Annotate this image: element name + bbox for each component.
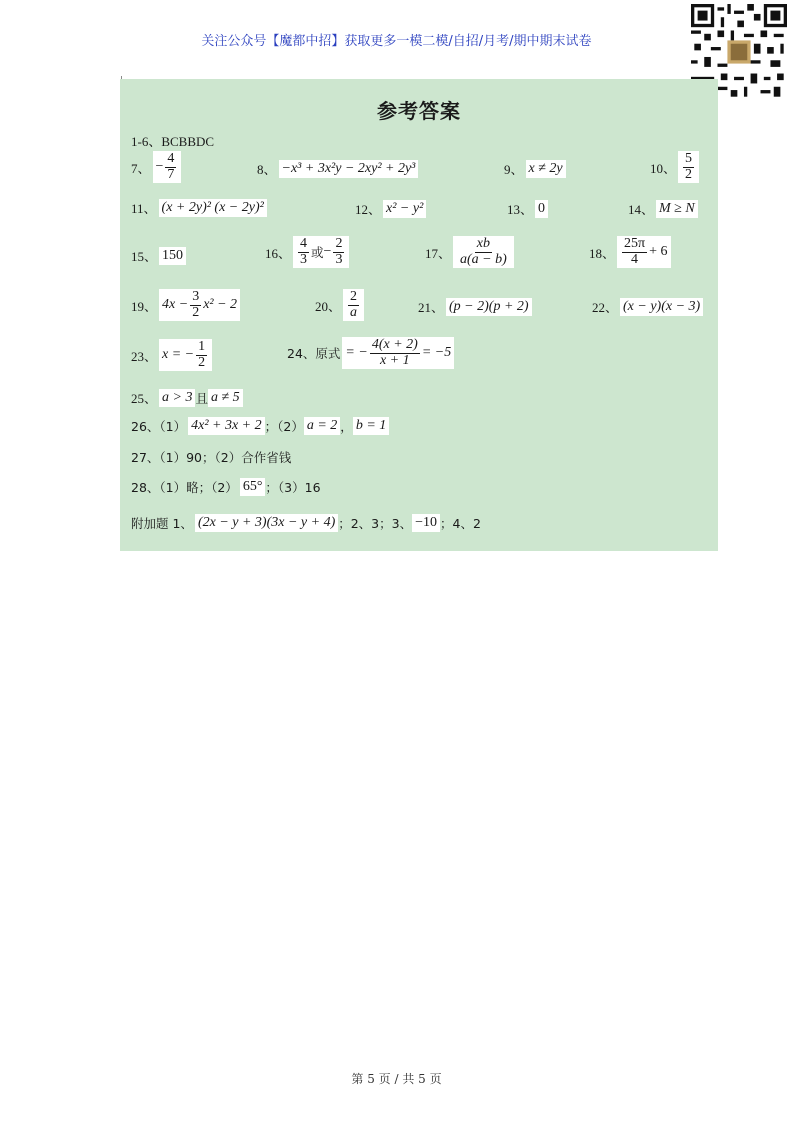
answer-28: 28、（1）略；（2） 65° ；（3）16 (131, 479, 321, 495)
answer-26: 26、（1） 4x² + 3x + 2 ；（2） a = 2 ， b = 1 (131, 417, 389, 435)
answer-14: 14、 M ≥ N (628, 199, 698, 218)
answer-17: 17、 $\frac{xb}{a(a - b)}$ (425, 236, 514, 268)
answer-25: 25、 a > 3 且 a ≠ 5 (131, 388, 243, 407)
answer-8: 8、 −x³ + 3x²y − 2xy² + 2y³ (257, 159, 418, 178)
answer-15: 15、 150 (131, 246, 186, 265)
answer-27: 27、（1）90；（2）合作省钱 (131, 450, 292, 465)
answer-key-title: 参考答案 (377, 99, 461, 123)
answer-13: 13、 0 (507, 199, 548, 218)
answer-7: 7、 − $\frac{4}{7}$ (131, 151, 181, 183)
answer-16: 16、 $\frac{4}{3}$ 或 − $\frac{2}{3}$ (265, 236, 349, 268)
answer-10: 10、 $\frac{5}{2}$ (650, 151, 699, 183)
bonus-answers: 附加题 1、 (2x − y + 3)(3x − y + 4) ；2、3；3、 −10 ；4、2 (131, 515, 481, 531)
answer-7-expr: − $\frac{4}{7}$ (153, 151, 182, 183)
answer-12: 12、 x² − y² (355, 199, 426, 218)
answer-24: 24、原式 = − $\frac{4(x + 2)}{x + 1}$ = −5 (287, 337, 454, 369)
answer-key-panel (120, 79, 718, 551)
page-header-banner: 关注公众号【魔都中招】获取更多一模二模/自招/月考/期中期末试卷 (201, 34, 592, 49)
answer-1-6: 1-6、BCBBDC (131, 134, 215, 149)
answer-23: 23、 x = − $\frac{1}{2}$ (131, 339, 212, 371)
page-number-footer: 第 5 页 / 共 5 页 (351, 1072, 442, 1086)
answer-21: 21、 (p − 2)(p + 2) (418, 297, 532, 316)
answer-11: 11、 (x + 2y)² (x − 2y)² (131, 198, 267, 217)
answer-9: 9、 x ≠ 2y (504, 159, 566, 178)
answer-19: 19、 4x − $\frac{3}{2}$ x² − 2 (131, 289, 240, 321)
answer-18: 18、 $\frac{25\pi}{4}$ + 6 (589, 236, 671, 268)
answer-22: 22、 (x − y)(x − 3) (592, 297, 703, 316)
answer-20: 20、 $\frac{2}{a}$ (315, 289, 364, 321)
